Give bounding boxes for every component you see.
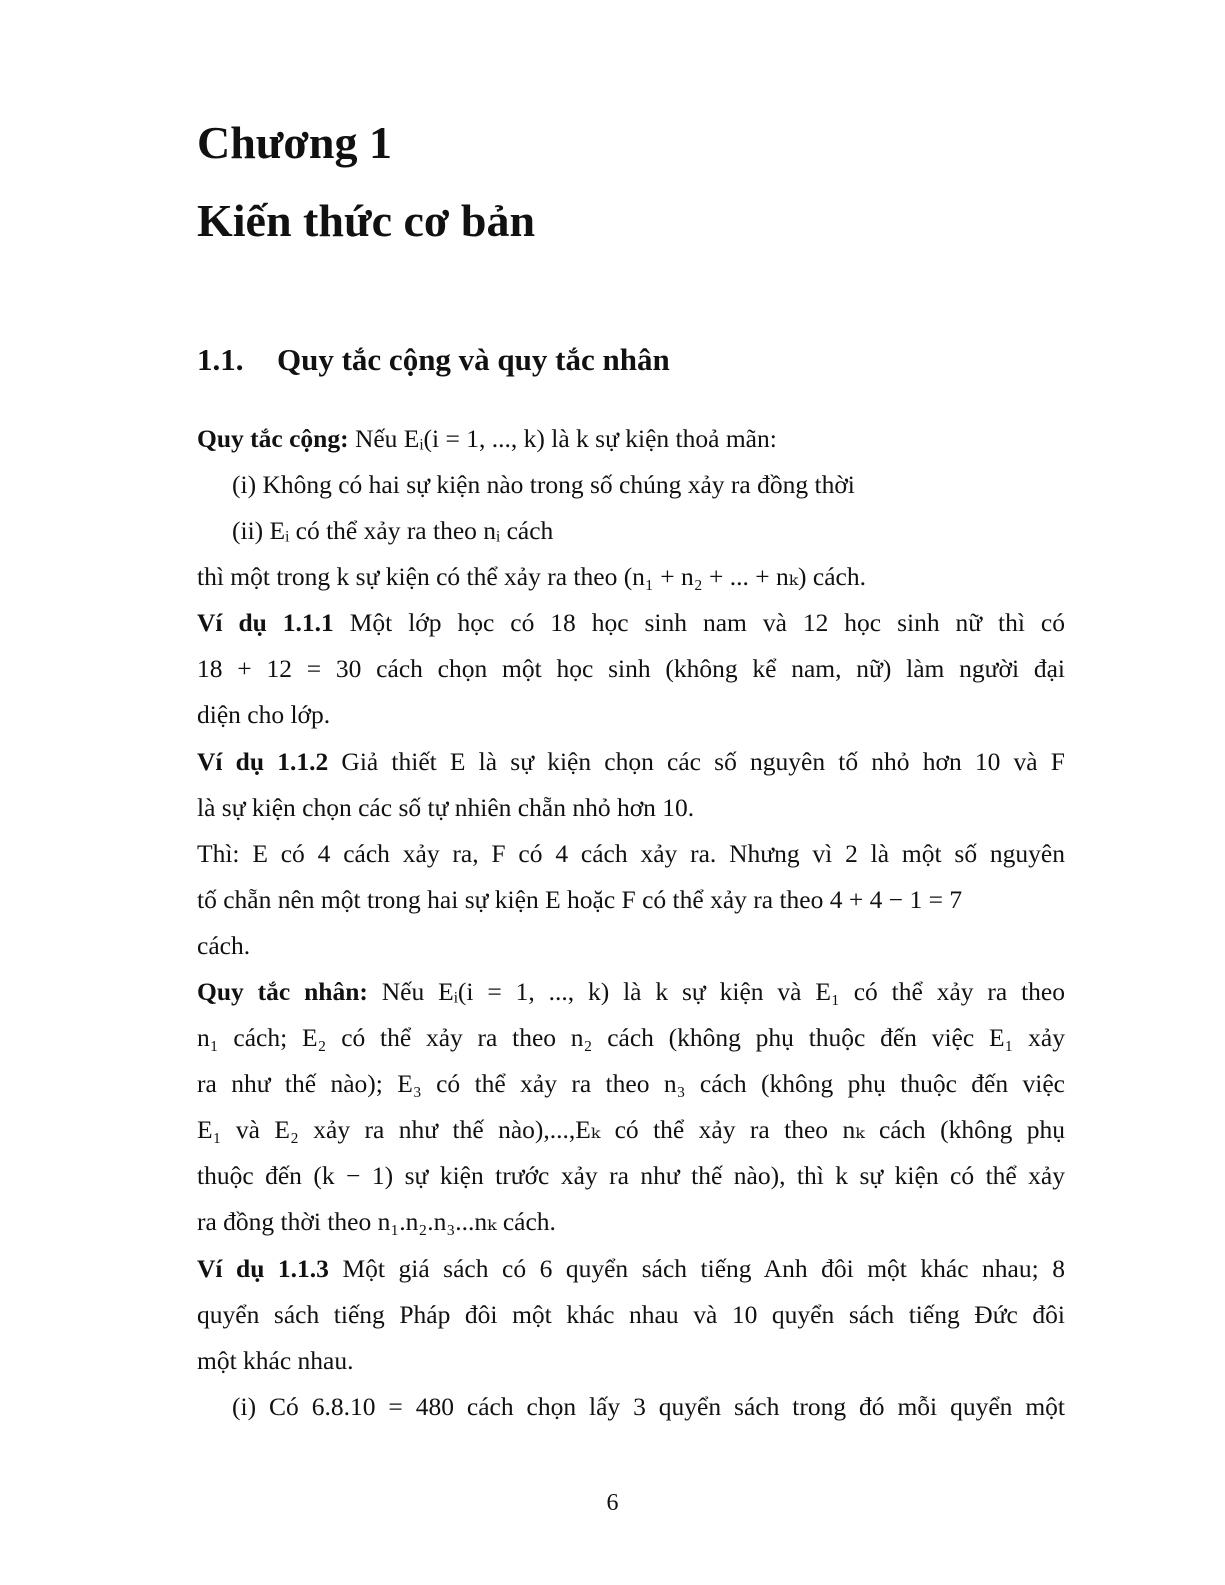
example-1-line-3: diện cho lớp. [197, 700, 331, 729]
example-2-label: Ví dụ 1.1.2 [197, 747, 329, 776]
rule-add-condition-1: (i) Không có hai sự kiện nào trong số chúng xảy ra đồng thời [232, 470, 855, 499]
rule-add-intro [197, 422, 1065, 456]
example-3-label: Ví dụ 1.1.3 [197, 1254, 329, 1283]
example-1-line-2: 18 + 12 = 30 cách chọn một học sinh (không kể nam, nữ) làm người đại [197, 654, 1065, 683]
example-3-line-1 [197, 1252, 1065, 1286]
section-heading [197, 340, 670, 380]
example-3-line-4: (i) Có 6.8.10 = 480 cách chọn lấy 3 quyển sách trong đó mỗi quyển một [232, 1392, 1065, 1421]
section-title: Quy tắc cộng và quy tắc nhân [277, 342, 670, 377]
rule-mul-line-4: E₁ và E₂ xảy ra như thế nào),...,Eₖ có thể xảy ra theo nₖ cách (không phụ [197, 1115, 1065, 1144]
section-number: 1.1. [197, 342, 244, 377]
example-2-line-4: tố chẵn nên một trong hai sự kiện E hoặc F có thể xảy ra theo 4 + 4 − 1 = 7 [197, 885, 963, 914]
rule-mul-line-3: ra như thế nào); E₃ có thể xảy ra theo n₃ cách (không phụ thuộc đến việc [197, 1069, 1065, 1098]
example-2-line-2: là sự kiện chọn các số tự nhiên chẵn nhỏ hơn 10. [197, 793, 695, 822]
example-1-text-1: Một lớp học có 18 học sinh nam và 12 học sinh nữ thì có [349, 608, 1066, 637]
rule-add-condition-2: (ii) Eᵢ có thể xảy ra theo nᵢ cách [232, 516, 554, 545]
example-1-line-1 [197, 606, 1065, 640]
rule-add-intro-text: Nếu Eᵢ(i = 1, ..., k) là k sự kiện thoả mãn: [354, 424, 777, 453]
example-3-line-2: quyển sách tiếng Pháp đôi một khác nhau và 10 quyển sách tiếng Đức đôi [197, 1300, 1065, 1329]
rule-mul-line-5: thuộc đến (k − 1) sự kiện trước xảy ra như thế nào), thì k sự kiện có thể xảy [197, 1161, 1065, 1190]
rule-mul-text-1: Nếu Eᵢ(i = 1, ..., k) là k sự kiện và E₁ có thể xảy ra theo [381, 977, 1065, 1006]
rule-mul-line-2: n₁ cách; E₂ có thể xảy ra theo n₂ cách (không phụ thuộc đến việc E₁ xảy [197, 1023, 1065, 1052]
example-3-text-1: Một giá sách có 6 quyển sách tiếng Anh đôi một khác nhau; 8 [342, 1254, 1065, 1283]
rule-add-conclusion: thì một trong k sự kiện có thể xảy ra theo (n₁ + n₂ + ... + nₖ) cách. [197, 562, 866, 591]
example-3-line-3: một khác nhau. [197, 1346, 354, 1375]
rule-mul-line-6: ra đồng thời theo n₁.n₂.n₃...nₖ cách. [197, 1207, 556, 1236]
page-number: 6 [606, 1490, 619, 1516]
example-2-line-3: Thì: E có 4 cách xảy ra, F có 4 cách xảy ra. Nhưng vì 2 là một số nguyên [197, 839, 1065, 868]
example-2-line-1 [197, 745, 1065, 779]
rule-add-label: Quy tắc cộng: [197, 424, 349, 453]
rule-mul-label: Quy tắc nhân: [197, 977, 368, 1006]
example-2-line-5: cách. [197, 931, 251, 960]
rule-mul-line-1 [197, 975, 1065, 1009]
chapter-title: Kiến thức cơ bản [197, 195, 536, 246]
chapter-number: Chương 1 [197, 117, 392, 168]
example-2-text-1: Giả thiết E là sự kiện chọn các số nguyên tố nhỏ hơn 10 và F [341, 747, 1065, 776]
example-1-label: Ví dụ 1.1.1 [197, 608, 334, 637]
